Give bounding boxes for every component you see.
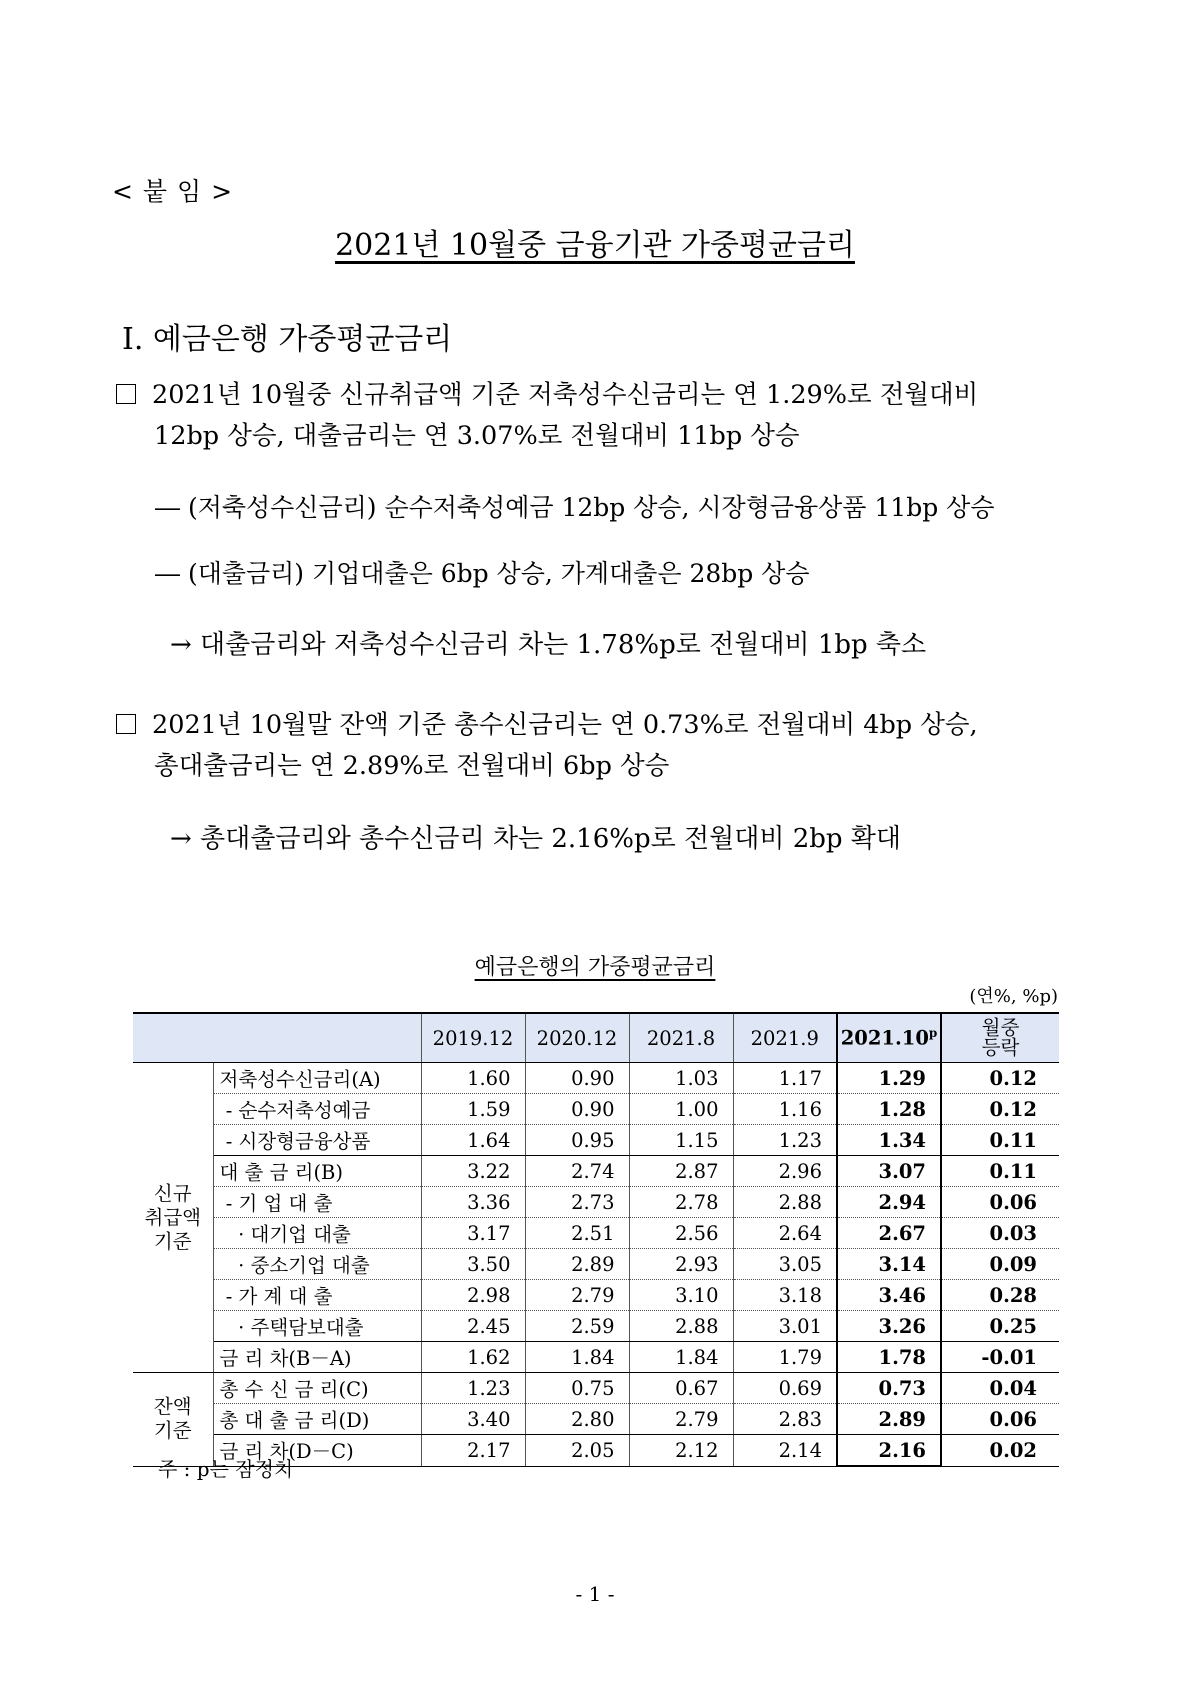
cell-current: 2.67 [837, 1218, 941, 1249]
sub-item-loan-rates: ― (대출금리) 기업대출은 6bp 상승, 가계대출은 28bp 상승 [155, 559, 810, 588]
arrow-note-total-spread: → 총대출금리와 총수신금리 차는 2.16%p로 전월대비 2bp 확대 [170, 824, 902, 854]
header-col: 2019.12 [421, 1013, 525, 1063]
cell-value: 3.36 [421, 1187, 525, 1218]
attachment-label: < 붙 임 > [112, 177, 234, 206]
cell-change: 0.09 [941, 1249, 1059, 1280]
table-row [133, 1404, 1059, 1435]
cell-current: 3.14 [837, 1249, 941, 1280]
cell-change: 0.12 [941, 1063, 1059, 1094]
cell-value: 1.59 [421, 1094, 525, 1125]
paragraph-1-line-1: 2021년 10월중 신규취급액 기준 저축성수신금리는 연 1.29%로 전월대비 [152, 380, 979, 410]
cell-change: 0.02 [941, 1435, 1059, 1467]
table-row [133, 1156, 1059, 1187]
cell-value: 2.88 [733, 1187, 837, 1218]
section-heading: Ⅰ. 예금은행 가중평균금리 [122, 322, 453, 357]
table-title: 예금은행의 가중평균금리 [474, 955, 716, 980]
cell-current: 1.78 [837, 1342, 941, 1373]
cell-value: 2.74 [525, 1156, 629, 1187]
table-title-wrap [0, 950, 1190, 981]
group-label-outstanding: 잔액 기준 [133, 1373, 213, 1467]
table-row [133, 1125, 1059, 1156]
cell-change: 0.25 [941, 1311, 1059, 1342]
cell-value: 2.14 [733, 1435, 837, 1467]
row-label: - 가 계 대 출 [213, 1280, 421, 1311]
cell-value: 1.23 [733, 1125, 837, 1156]
cell-current: 2.89 [837, 1404, 941, 1435]
cell-change: 0.03 [941, 1218, 1059, 1249]
cell-value: 3.40 [421, 1404, 525, 1435]
cell-value: 0.90 [525, 1094, 629, 1125]
cell-current: 3.26 [837, 1311, 941, 1342]
cell-value: 1.62 [421, 1342, 525, 1373]
cell-value: 1.79 [733, 1342, 837, 1373]
header-col: 2021.9 [733, 1013, 837, 1063]
cell-value: 2.64 [733, 1218, 837, 1249]
cell-value: 1.03 [629, 1063, 733, 1094]
cell-change: 0.04 [941, 1373, 1059, 1404]
cell-value: 3.10 [629, 1280, 733, 1311]
row-label: · 주택담보대출 [213, 1311, 421, 1342]
cell-change: 0.06 [941, 1187, 1059, 1218]
sub-item-deposit-rates: ― (저축성수신금리) 순수저축성예금 12bp 상승, 시장형금융상품 11bp 상승 [155, 493, 995, 522]
interest-rate-table [133, 1012, 1059, 1467]
table-row [133, 1373, 1059, 1404]
row-label: 금 리 차(D－C) [213, 1435, 421, 1467]
document-title-wrap [0, 220, 1190, 264]
header-col-change: 월중 등락 [941, 1013, 1059, 1063]
table-row [133, 1249, 1059, 1280]
cell-value: 0.67 [629, 1373, 733, 1404]
cell-value: 0.95 [525, 1125, 629, 1156]
cell-change: 0.11 [941, 1156, 1059, 1187]
cell-current: 2.16 [837, 1435, 941, 1467]
table-row [133, 1063, 1059, 1094]
row-label: - 기 업 대 출 [213, 1187, 421, 1218]
document-title: 2021년 10월중 금융기관 가중평균금리 [335, 228, 855, 263]
cell-value: 2.87 [629, 1156, 733, 1187]
cell-value: 1.60 [421, 1063, 525, 1094]
cell-value: 2.05 [525, 1435, 629, 1467]
cell-value: 2.83 [733, 1404, 837, 1435]
row-label: 총 수 신 금 리(C) [213, 1373, 421, 1404]
paragraph-1-line-2: 12bp 상승, 대출금리는 연 3.07%로 전월대비 11bp 상승 [154, 421, 800, 451]
checkbox-square-icon [116, 714, 136, 734]
cell-value: 3.05 [733, 1249, 837, 1280]
header-blank [133, 1013, 421, 1063]
cell-value: 1.84 [525, 1342, 629, 1373]
cell-value: 2.56 [629, 1218, 733, 1249]
cell-value: 2.12 [629, 1435, 733, 1467]
cell-change: 0.12 [941, 1094, 1059, 1125]
cell-value: 2.98 [421, 1280, 525, 1311]
row-label: · 중소기업 대출 [213, 1249, 421, 1280]
cell-value: 3.17 [421, 1218, 525, 1249]
table-row [133, 1342, 1059, 1373]
cell-change: 0.11 [941, 1125, 1059, 1156]
cell-value: 2.79 [525, 1280, 629, 1311]
paragraph-new-business [116, 375, 1096, 457]
cell-value: 2.73 [525, 1187, 629, 1218]
cell-value: 1.64 [421, 1125, 525, 1156]
cell-value: 2.80 [525, 1404, 629, 1435]
cell-current: 0.73 [837, 1373, 941, 1404]
table-row [133, 1280, 1059, 1311]
cell-value: 2.89 [525, 1249, 629, 1280]
cell-current: 3.46 [837, 1280, 941, 1311]
cell-value: 2.45 [421, 1311, 525, 1342]
cell-value: 2.88 [629, 1311, 733, 1342]
row-label: 저축성수신금리(A) [213, 1063, 421, 1094]
cell-value: 3.01 [733, 1311, 837, 1342]
cell-value: 1.16 [733, 1094, 837, 1125]
table-row [133, 1094, 1059, 1125]
paragraph-2-line-2: 총대출금리는 연 2.89%로 전월대비 6bp 상승 [154, 751, 670, 781]
row-label: - 순수저축성예금 [213, 1094, 421, 1125]
arrow-note-spread: → 대출금리와 저축성수신금리 차는 1.78%p로 전월대비 1bp 축소 [170, 630, 927, 660]
cell-value: 1.15 [629, 1125, 733, 1156]
header-col: 2021.8 [629, 1013, 733, 1063]
row-label: 금 리 차(B－A) [213, 1342, 421, 1373]
cell-value: 2.78 [629, 1187, 733, 1218]
cell-value: 2.93 [629, 1249, 733, 1280]
paragraph-outstanding [116, 705, 1096, 787]
cell-value: 2.96 [733, 1156, 837, 1187]
header-col: 2020.12 [525, 1013, 629, 1063]
checkbox-square-icon [116, 384, 136, 404]
cell-value: 1.00 [629, 1094, 733, 1125]
table-unit: (연%, %p) [969, 986, 1058, 1007]
table-row [133, 1311, 1059, 1342]
row-label: 총 대 출 금 리(D) [213, 1404, 421, 1435]
cell-current: 1.28 [837, 1094, 941, 1125]
cell-current: 1.34 [837, 1125, 941, 1156]
cell-value: 2.17 [421, 1435, 525, 1467]
cell-value: 2.51 [525, 1218, 629, 1249]
cell-value: 0.90 [525, 1063, 629, 1094]
row-label: 대 출 금 리(B) [213, 1156, 421, 1187]
paragraph-2-line-1: 2021년 10월말 잔액 기준 총수신금리는 연 0.73%로 전월대비 4bp 상승, [152, 710, 978, 740]
cell-value: 2.79 [629, 1404, 733, 1435]
cell-value: 1.17 [733, 1063, 837, 1094]
cell-value: 0.75 [525, 1373, 629, 1404]
header-col-current: 2021.10$^p$ [837, 1013, 941, 1063]
cell-current: 1.29 [837, 1063, 941, 1094]
cell-value: 0.69 [733, 1373, 837, 1404]
cell-change: 0.28 [941, 1280, 1059, 1311]
footnote: 주 : p는 잠정치 [158, 1457, 294, 1481]
cell-value: 3.18 [733, 1280, 837, 1311]
table-header-row [133, 1013, 1059, 1063]
cell-value: 1.23 [421, 1373, 525, 1404]
table-row [133, 1218, 1059, 1249]
cell-current: 3.07 [837, 1156, 941, 1187]
cell-change: 0.06 [941, 1404, 1059, 1435]
cell-value: 3.50 [421, 1249, 525, 1280]
cell-value: 3.22 [421, 1156, 525, 1187]
table-row [133, 1187, 1059, 1218]
cell-change: -0.01 [941, 1342, 1059, 1373]
group-label-new-business: 신규 취급액 기준 [133, 1063, 213, 1373]
cell-current: 2.94 [837, 1187, 941, 1218]
cell-value: 1.84 [629, 1342, 733, 1373]
page-number: - 1 - [575, 1582, 615, 1606]
row-label: · 대기업 대출 [213, 1218, 421, 1249]
row-label: - 시장형금융상품 [213, 1125, 421, 1156]
cell-value: 2.59 [525, 1311, 629, 1342]
